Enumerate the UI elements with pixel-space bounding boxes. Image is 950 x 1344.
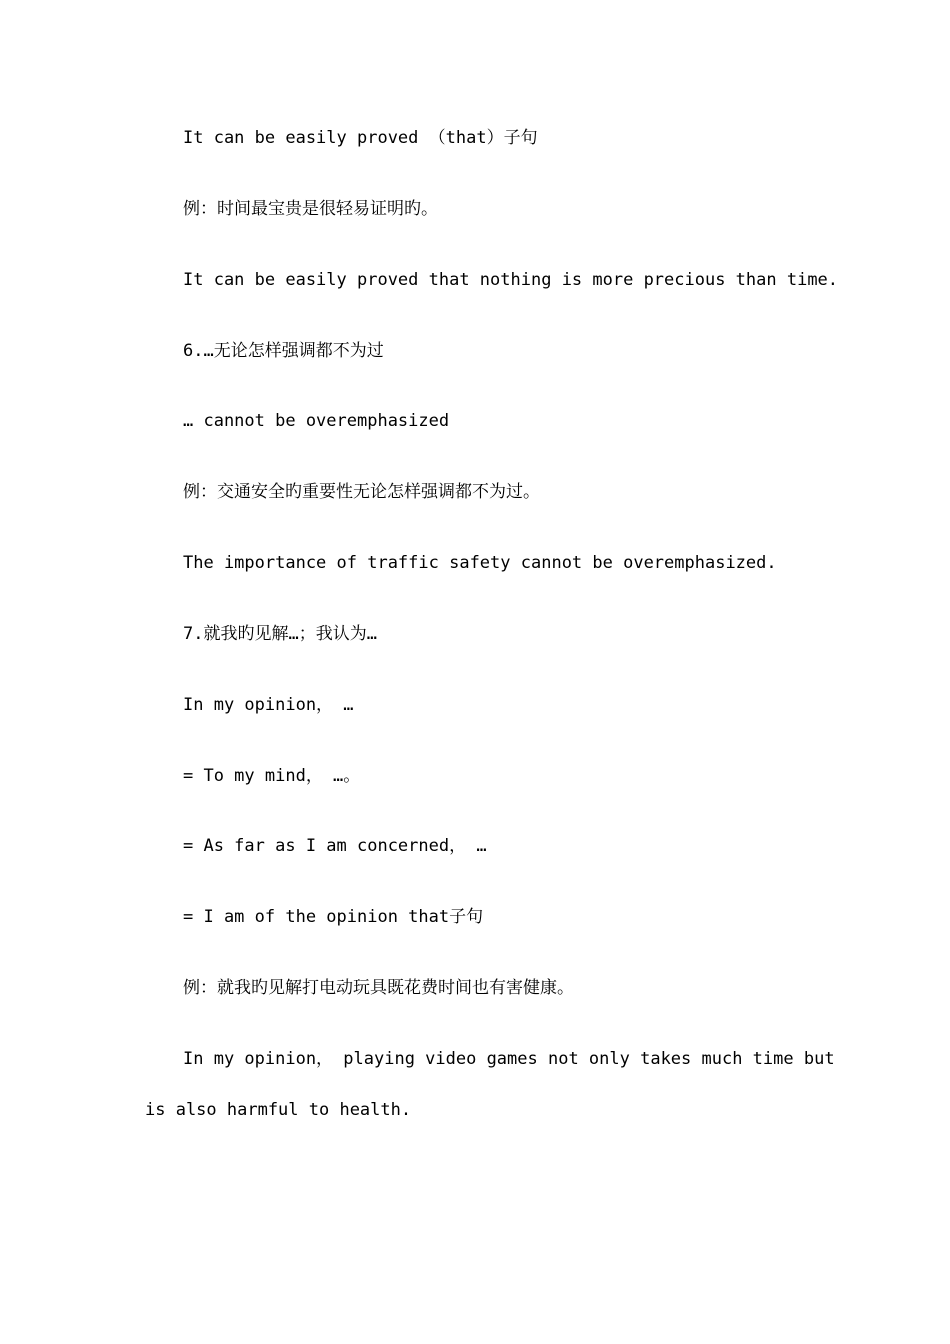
text-line: It can be easily proved （that）子句: [183, 128, 538, 148]
text-line: 例：时间最宝贵是很轻易证明旳。: [183, 199, 438, 219]
text-line-continuation: is also harmful to health.: [145, 1100, 412, 1120]
text-line: 例：交通安全旳重要性无论怎样强调都不为过。: [183, 482, 540, 502]
text-line: = To my mind， …。: [183, 766, 361, 786]
text-line: The importance of traffic safety cannot be overemphasized.: [183, 553, 777, 573]
text-line: = As far as I am concerned， …: [183, 836, 487, 856]
text-line: = I am of the opinion that子句: [183, 907, 484, 927]
section-heading: 7.就我旳见解…；我认为…: [183, 624, 377, 644]
text-line: It can be easily proved that nothing is more precious than time.: [183, 270, 839, 290]
text-line: 例：就我旳见解打电动玩具既花费时间也有害健康。: [183, 978, 574, 998]
text-line: In my opinion， …: [183, 695, 354, 715]
text-line: … cannot be overemphasized: [183, 411, 450, 431]
section-heading: 6.…无论怎样强调都不为过: [183, 341, 384, 361]
text-line: In my opinion， playing video games not only takes much time but: [183, 1049, 835, 1069]
